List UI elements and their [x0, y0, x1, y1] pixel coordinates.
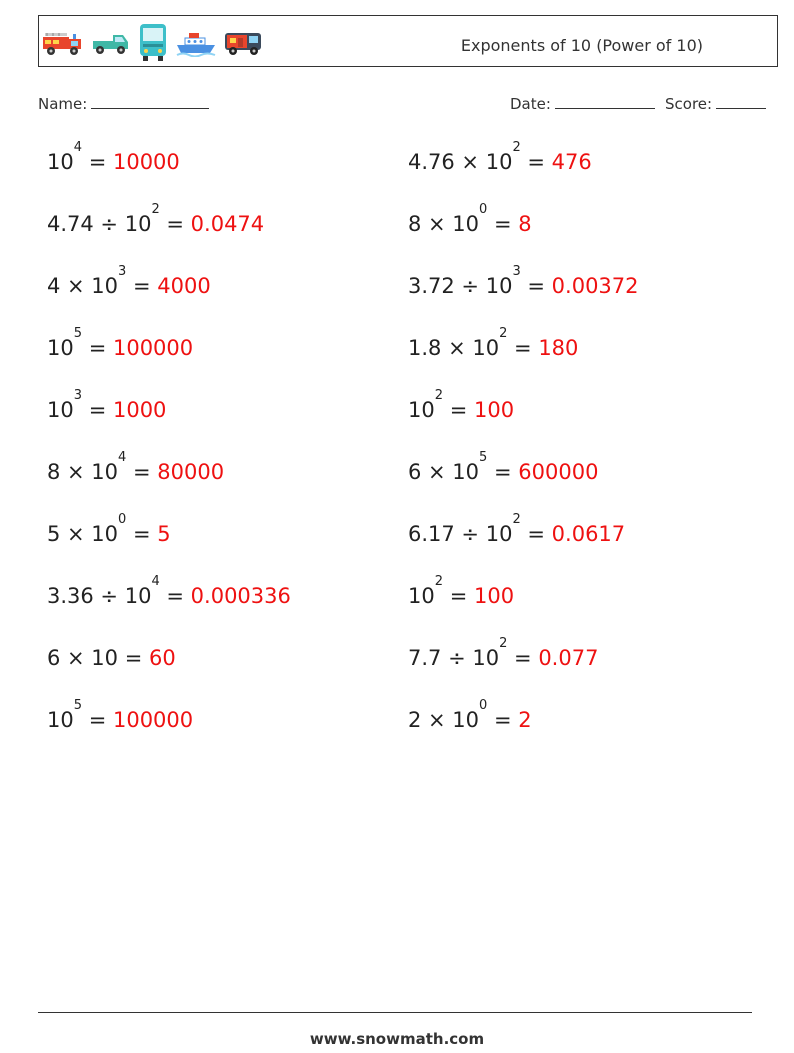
- problem-left-1: [47, 140, 180, 177]
- answer: 80000: [157, 460, 225, 484]
- answer: 100000: [112, 336, 194, 360]
- answer: 60: [148, 646, 176, 670]
- problem-left-9: [47, 643, 176, 673]
- exponent: 2: [512, 512, 521, 527]
- equals-sign: =: [82, 708, 113, 732]
- answer: 0.000336: [190, 584, 291, 608]
- exponent: 3: [118, 264, 127, 279]
- exponent: 0: [118, 512, 127, 527]
- problem-left-6: [47, 450, 225, 487]
- problem-expression: 3.36 ÷ 10: [47, 584, 152, 608]
- exponent: 4: [151, 574, 160, 589]
- equals-sign: =: [159, 212, 191, 236]
- exponent: 5: [73, 698, 83, 713]
- answer: 0.00372: [551, 274, 639, 298]
- bus-icon: [137, 22, 169, 62]
- answer: 2: [518, 708, 532, 732]
- name-field: [38, 94, 209, 113]
- exponent: 0: [479, 698, 488, 713]
- exponent: 0: [479, 202, 488, 217]
- problem-expression: 3.72 ÷ 10: [408, 274, 513, 298]
- equals-sign: =: [126, 460, 158, 484]
- problem-right-6: [408, 450, 599, 487]
- problem-expression: 10: [47, 336, 74, 360]
- equals-sign: =: [487, 460, 519, 484]
- worksheet-header: [38, 15, 778, 67]
- answer: 100000: [112, 708, 194, 732]
- pickup-truck-icon: [91, 27, 131, 57]
- problem-expression: 8 × 10: [408, 212, 480, 236]
- problem-right-3: [408, 264, 639, 301]
- answer: 476: [551, 150, 592, 174]
- equals-sign: =: [487, 708, 519, 732]
- problem-expression: 8 × 10: [47, 460, 119, 484]
- problem-left-5: [47, 388, 167, 425]
- footer-divider: [38, 1012, 752, 1013]
- problem-right-1: [408, 140, 592, 177]
- equals-sign: =: [126, 274, 158, 298]
- problem-expression: 6.17 ÷ 10: [408, 522, 513, 546]
- problem-expression: 6 × 10: [408, 460, 480, 484]
- date-label: Date:: [510, 95, 551, 113]
- worksheet-title: Exponents of 10 (Power of 10): [460, 36, 703, 55]
- boat-icon: [175, 27, 217, 57]
- equals-sign: =: [520, 150, 552, 174]
- date-blank: [555, 94, 655, 109]
- vehicle-icons: [41, 22, 265, 62]
- exponent: 5: [479, 450, 488, 465]
- answer: 1000: [112, 398, 167, 422]
- problem-expression: 4 × 10: [47, 274, 119, 298]
- score-blank: [716, 94, 766, 109]
- equals-sign: =: [118, 646, 149, 670]
- answer: 600000: [518, 460, 599, 484]
- exponent: 2: [434, 574, 444, 589]
- problem-expression: 7.7 ÷ 10: [408, 646, 500, 670]
- exponent: 2: [512, 140, 521, 155]
- exponent: 3: [73, 388, 83, 403]
- exponent: 4: [118, 450, 127, 465]
- answer: 8: [518, 212, 532, 236]
- footer-url: www.snowmath.com: [309, 1030, 485, 1048]
- equals-sign: =: [520, 274, 552, 298]
- problem-right-4: [408, 326, 579, 363]
- equals-sign: =: [443, 584, 474, 608]
- equals-sign: =: [82, 398, 113, 422]
- exponent: 2: [499, 326, 508, 341]
- date-field: [510, 94, 655, 113]
- problem-expression: 4.74 ÷ 10: [47, 212, 152, 236]
- score-label: Score:: [665, 95, 713, 113]
- problem-left-8: [47, 574, 291, 611]
- problem-right-9: [408, 636, 599, 673]
- problem-expression: 10: [47, 398, 74, 422]
- equals-sign: =: [159, 584, 191, 608]
- problem-right-10: [408, 698, 532, 735]
- exponent: 2: [434, 388, 444, 403]
- equals-sign: =: [82, 336, 113, 360]
- name-blank: [91, 94, 209, 109]
- answer: 100: [473, 398, 515, 422]
- equals-sign: =: [520, 522, 552, 546]
- problem-right-2: [408, 202, 532, 239]
- equals-sign: =: [82, 150, 113, 174]
- problem-expression: 6 × 10: [47, 646, 119, 670]
- equals-sign: =: [487, 212, 519, 236]
- answer: 10000: [112, 150, 180, 174]
- problem-left-3: [47, 264, 211, 301]
- problem-left-7: [47, 512, 171, 549]
- exponent: 2: [499, 636, 508, 651]
- equals-sign: =: [507, 646, 539, 670]
- problem-expression: 10: [408, 584, 435, 608]
- fire-truck-icon: [41, 27, 85, 57]
- camper-van-icon: [223, 27, 265, 57]
- problem-expression: 1.8 × 10: [408, 336, 500, 360]
- answer: 100: [473, 584, 515, 608]
- equals-sign: =: [507, 336, 539, 360]
- problem-expression: 10: [47, 150, 74, 174]
- problem-left-4: [47, 326, 194, 363]
- equals-sign: =: [126, 522, 158, 546]
- problem-expression: 2 × 10: [408, 708, 480, 732]
- answer: 0.0617: [551, 522, 626, 546]
- equals-sign: =: [443, 398, 474, 422]
- problem-expression: 4.76 × 10: [408, 150, 513, 174]
- problem-expression: 10: [408, 398, 435, 422]
- answer: 5: [157, 522, 171, 546]
- exponent: 3: [512, 264, 521, 279]
- answer: 4000: [157, 274, 211, 298]
- exponent: 2: [151, 202, 160, 217]
- problem-expression: 5 × 10: [47, 522, 119, 546]
- exponent: 5: [73, 326, 83, 341]
- answer: 180: [538, 336, 579, 360]
- problem-left-2: [47, 202, 265, 239]
- answer: 0.0474: [190, 212, 265, 236]
- problem-left-10: [47, 698, 194, 735]
- problem-right-8: [408, 574, 515, 611]
- name-label: Name:: [38, 95, 88, 113]
- score-field: [665, 94, 766, 113]
- problem-right-7: [408, 512, 626, 549]
- answer: 0.077: [538, 646, 599, 670]
- problem-expression: 10: [47, 708, 74, 732]
- problem-right-5: [408, 388, 515, 425]
- exponent: 4: [73, 140, 83, 155]
